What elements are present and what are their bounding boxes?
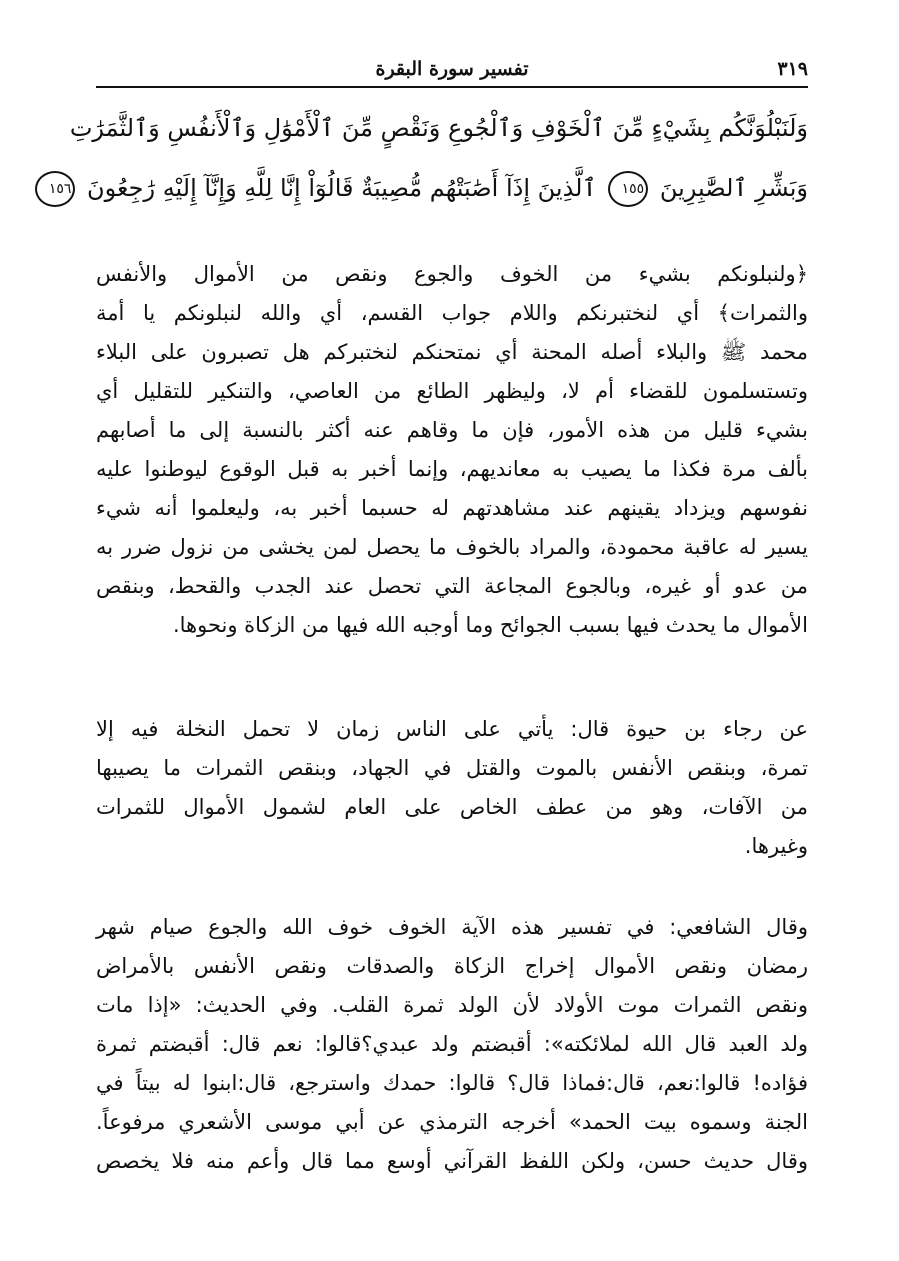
text-line: من الآفات، وهو من عطف الخاص على العام لشمول الأموال للثمرات	[96, 795, 808, 819]
text-line: وتستسلمون للقضاء أم لا، وليظهر الطائع من العاصي، والتنكير للتقليل أي	[96, 379, 808, 403]
page-header	[96, 58, 808, 88]
text-line: نفوسهم ويزداد يقينهم عند مشاهدتهم له حسبما أخبر به، وليعلموا أنه شيء	[96, 496, 808, 520]
text-line: تمرة، وبنقص الأنفس بالموت والقتل في الجهاد، وبنقص الثمرات ما يصيبها	[96, 756, 808, 780]
text-line: ﴿ولنبلونكم بشيء من الخوف والجوع ونقص من الأموال والأنفس	[96, 262, 808, 286]
text-line: الجنة وسموه بيت الحمد» أخرجه الترمذي عن أبي موسى الأشعري مرفوعاً.	[96, 1110, 808, 1134]
text-line: وغيرها.	[744, 834, 808, 858]
verse-text: وَبَشِّرِ ٱلصَّٰبِرِينَ	[659, 174, 808, 202]
text-line: الأموال ما يحدث فيها بسبب الجوائح وما أوجبه الله فيها من الزكاة ونحوها.	[172, 613, 808, 637]
text-line: يسير له عاقبة محمودة، والمراد بالخوف ما يحصل لمن يخشى من نزول ضرر به	[96, 535, 808, 559]
quran-verse-line-1	[69, 98, 808, 158]
quran-verse-line-2	[48, 158, 808, 218]
text-line: بألف مرة فكذا ما يصيب به معانديهم، وإنما أخبر به قبل الوقوع ليوطنوا عليه	[96, 457, 808, 481]
page-number: ٣١٩	[777, 58, 808, 80]
paragraph-3	[96, 908, 808, 1181]
text-line: رمضان ونقص الأموال إخراج الزكاة والصدقات ونقص الأنفس بالأمراض	[96, 954, 808, 978]
ayah-number-marker: ١٥٥	[608, 171, 648, 207]
text-line: ولد العبد قال الله لملائكته»: أقبضتم ولد عبدي؟قالوا: نعم قال: أقبضتم ثمرة	[96, 1032, 808, 1056]
running-title: تفسير سورة البقرة	[375, 58, 529, 80]
text-line: محمد ﷺ والبلاء أصله المحنة أي نمتحنكم لنختبركم هل تصبرون على البلاء	[96, 340, 808, 364]
text-line: ونقص الثمرات موت الأولاد لأن الولد ثمرة القلب. وفي الحديث: «إذا مات	[96, 993, 808, 1017]
verse-text: ٱلَّذِينَ إِذَآ أَصَٰبَتْهُم مُّصِيبَةٌ قَالُوٓاْ إِنَّا لِلَّهِ وَإِنَّآ إِلَيْهِ رَٰجِعُونَ	[87, 174, 597, 202]
paragraph-2	[96, 710, 808, 866]
text-line: وقال الشافعي: في تفسير هذه الآية الخوف خوف الله والجوع صيام شهر	[96, 915, 808, 939]
text-line: من عدو أو غيره، وبالجوع المجاعة التي تحصل عند الجدب والقحط، وبنقص	[96, 574, 808, 598]
verse-text: وَلَنَبْلُوَنَّكُم بِشَيْءٍ مِّنَ ٱلْخَوْفِ وَٱلْجُوعِ وَنَقْصٍ مِّنَ ٱلْأَمْوَٰلِ وَٱلْأَنفُسِ وَٱلثَّمَرَٰتِ	[69, 114, 808, 142]
header-rule	[96, 86, 808, 88]
text-line: وقال حديث حسن، ولكن اللفظ القرآني أوسع مما قال وأعم منه فلا يخصص	[96, 1149, 808, 1173]
text-line: والثمرات﴾ أي لنختبرنكم واللام جواب القسم، أي والله لنبلونكم يا أمة	[96, 301, 808, 325]
text-line: عن رجاء بن حيوة قال: يأتي على الناس زمان لا تحمل النخلة فيه إلا	[96, 717, 808, 741]
paragraph-1	[96, 255, 808, 645]
text-line: بشيء قليل من هذه الأمور، فإن ما وقاهم عنه أكثر بالنسبة إلى ما أصابهم	[96, 418, 808, 442]
ayah-number-marker: ١٥٦	[35, 171, 75, 207]
text-line: فؤاده! قالوا:نعم، قال:فماذا قال؟ قالوا: حمدك واسترجع، قال:ابنوا له بيتاً في	[96, 1071, 808, 1095]
